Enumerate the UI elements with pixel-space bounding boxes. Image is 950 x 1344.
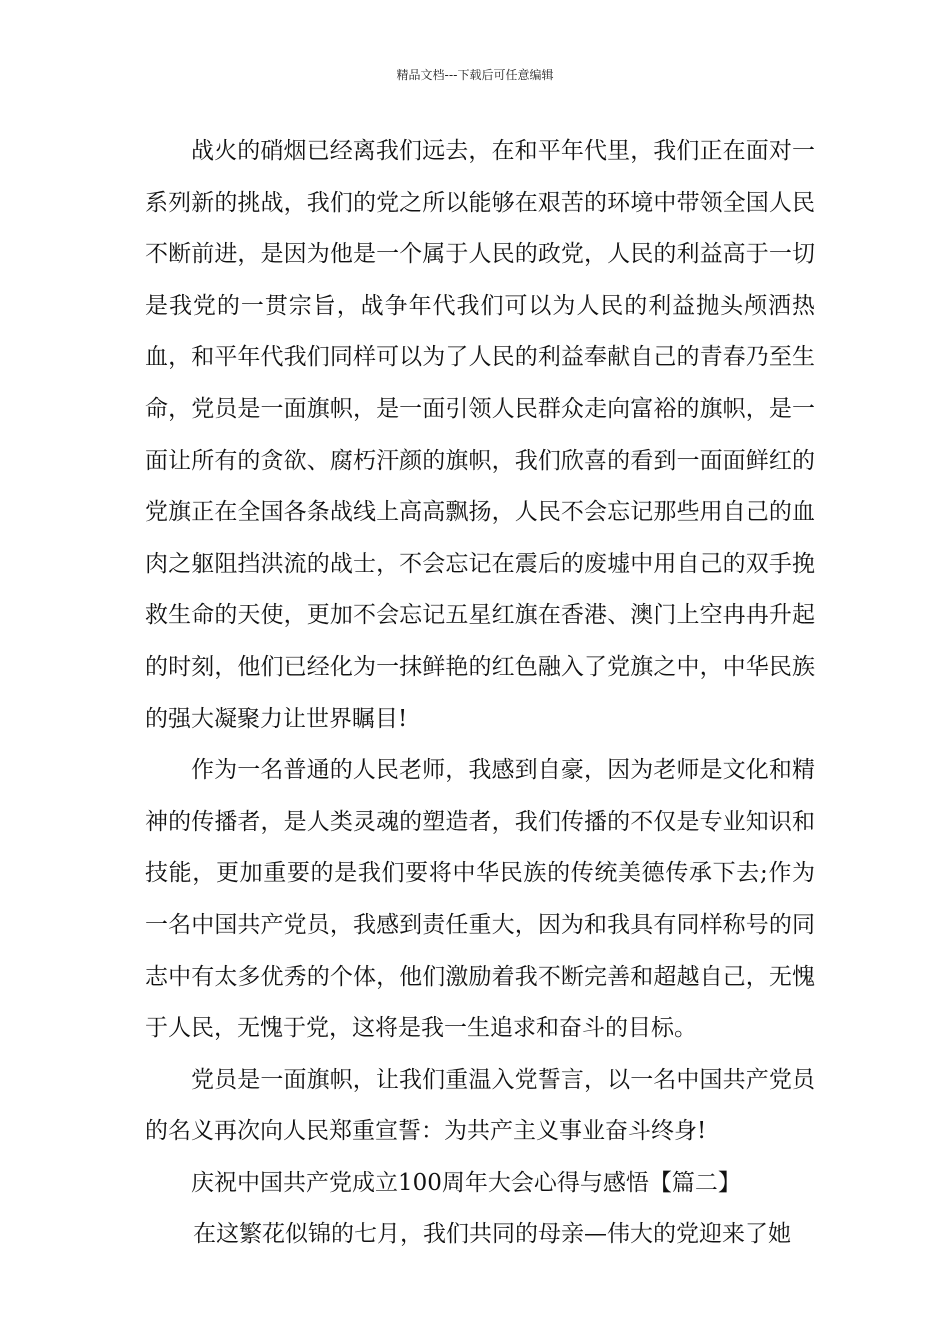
paragraph-1: 战火的硝烟已经离我们远去，在和平年代里，我们正在面对一系列新的挑战，我们的党之所以能够在艰苦的环境中带领全国人民不断前进，是因为他是一个属于人民的政党，人民的利益高于一切是我党的一贯宗旨，战争年代我们可以为人民的利益抛头颅洒热血，和平年代我们同样可以为了人民的利益奉献自己的青春乃至生命，党员是一面旗帜，是一面引领人民群众走向富裕的旗帜，是一面让所有的贪欲、腐朽汗颜的旗帜，我们欣喜的看到一面面鲜红的党旗正在全国各条战线上高高飘扬，人民不会忘记那些用自己的血肉之躯阻挡洪流的战士，不会忘记在震后的废墟中用自己的双手挽救生命的天使，更加不会忘记五星红旗在香港、澳门上空冉冉升起的时刻，他们已经化为一抹鲜艳的红色融入了党旗之中，中华民族的强大凝聚力让世界瞩目! bbox=[145, 138, 815, 732]
paragraph-2: 作为一名普通的人民老师，我感到自豪，因为老师是文化和精神的传播者，是人类灵魂的塑造者，我们传播的不仅是专业知识和技能，更加重要的是我们要将中华民族的传统美德传承下去;作为一名中国共产党员，我感到责任重大，因为和我具有同样称号的同志中有太多优秀的个体，他们激励着我不断完善和超越自己，无愧于人民，无愧于党，这将是我一生追求和奋斗的目标。 bbox=[145, 757, 815, 1042]
section-heading: 庆祝中国共产党成立100周年大会心得与感悟【篇二】 bbox=[191, 1169, 741, 1196]
page-header: 精品文档---下载后可任意编辑 bbox=[396, 68, 554, 82]
paragraph-3: 党员是一面旗帜，让我们重温入党誓言，以一名中国共产党员的名义再次向人民郑重宣誓：为共产主义事业奋斗终身! bbox=[145, 1066, 815, 1145]
document-body bbox=[145, 126, 815, 1261]
paragraph-5: 在这繁花似锦的七月，我们共同的母亲—伟大的党迎来了她 bbox=[193, 1221, 791, 1248]
